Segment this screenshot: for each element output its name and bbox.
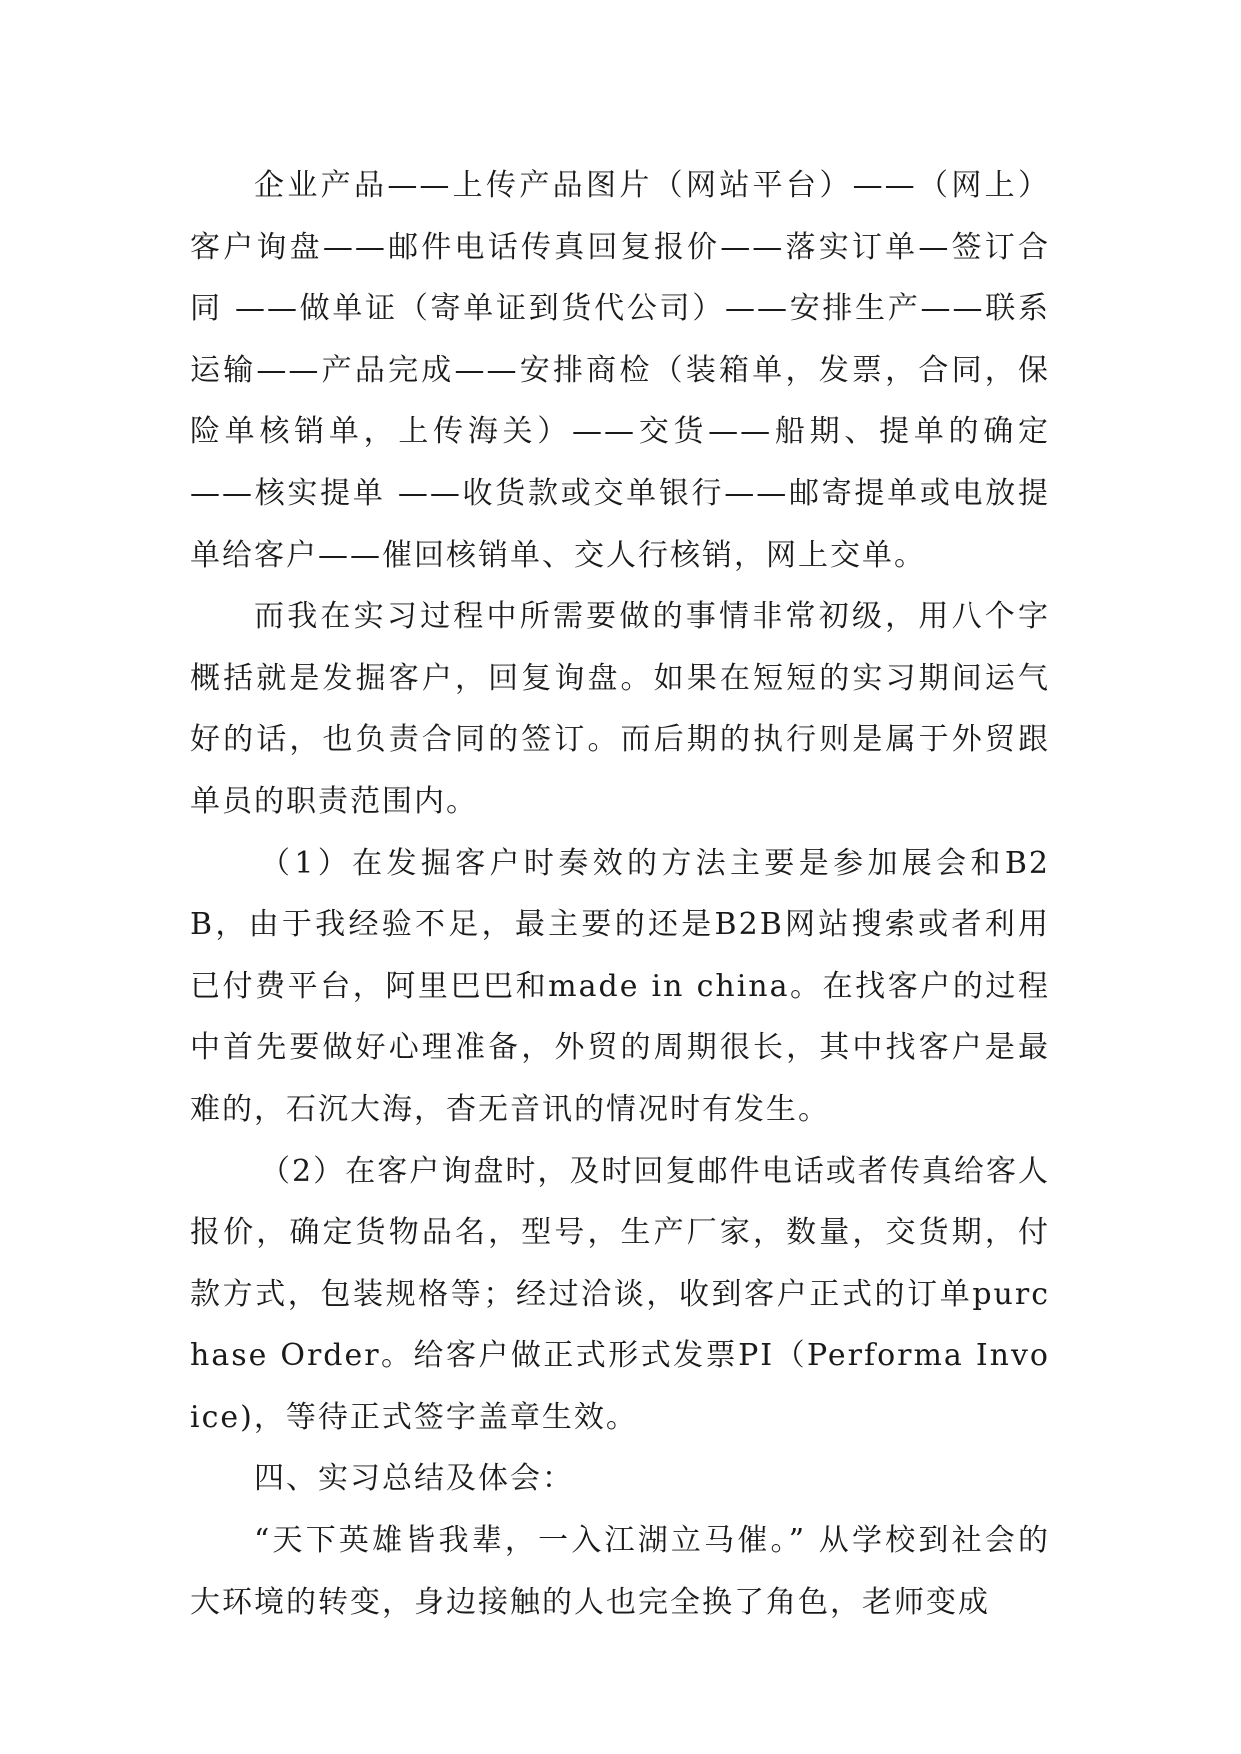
paragraph-item-2: （2）在客户询盘时，及时回复邮件电话或者传真给客人报价，确定货物品名，型号，生产厂家，数量，交货期，付款方式，包装规格等；经过洽谈，收到客户正式的订单purchase Order。给客户做正式形式发票PI（Performa Invoice)，等待正式签字盖章生效。: [190, 1153, 1050, 1435]
section-heading: 四、实习总结及体会：: [254, 1461, 574, 1497]
paragraph-item-1: （1）在发掘客户时奏效的方法主要是参加展会和B2B，由于我经验不足，最主要的还是B2B网站搜索或者利用已付费平台，阿里巴巴和made in china。在找客户的过程中首先要做好心理准备，外贸的周期很长，其中找客户是最难的，石沉大海，杳无音讯的情况时有发生。: [190, 845, 1050, 1127]
paragraph-my-tasks: 而我在实习过程中所需要做的事情非常初级，用八个字概括就是发掘客户，回复询盘。如果在短短的实习期间运气好的话，也负责合同的签订。而后期的执行则是属于外贸跟单员的职责范围内。: [190, 599, 1050, 819]
paragraph-process-flow: 企业产品——上传产品图片（网站平台）——（网上）客户询盘——邮件电话传真回复报价——落实订单—签订合同 ——做单证（寄单证到货代公司）——安排生产——联系运输——产品完成——安排商检（装箱单，发票，合同，保险单核销单，上传海关）——交货——船期、提单的确定——核实提单 ——收货款或交单银行——邮寄提单或电放提单给客户——催回核销单、交人行核销，网上交单。: [190, 168, 1050, 573]
document-body: [190, 155, 1050, 1633]
paragraph-summary: “天下英雄皆我辈，一入江湖立马催。” 从学校到社会的大环境的转变，身边接触的人也完全换了角色，老师变成: [190, 1523, 1050, 1620]
